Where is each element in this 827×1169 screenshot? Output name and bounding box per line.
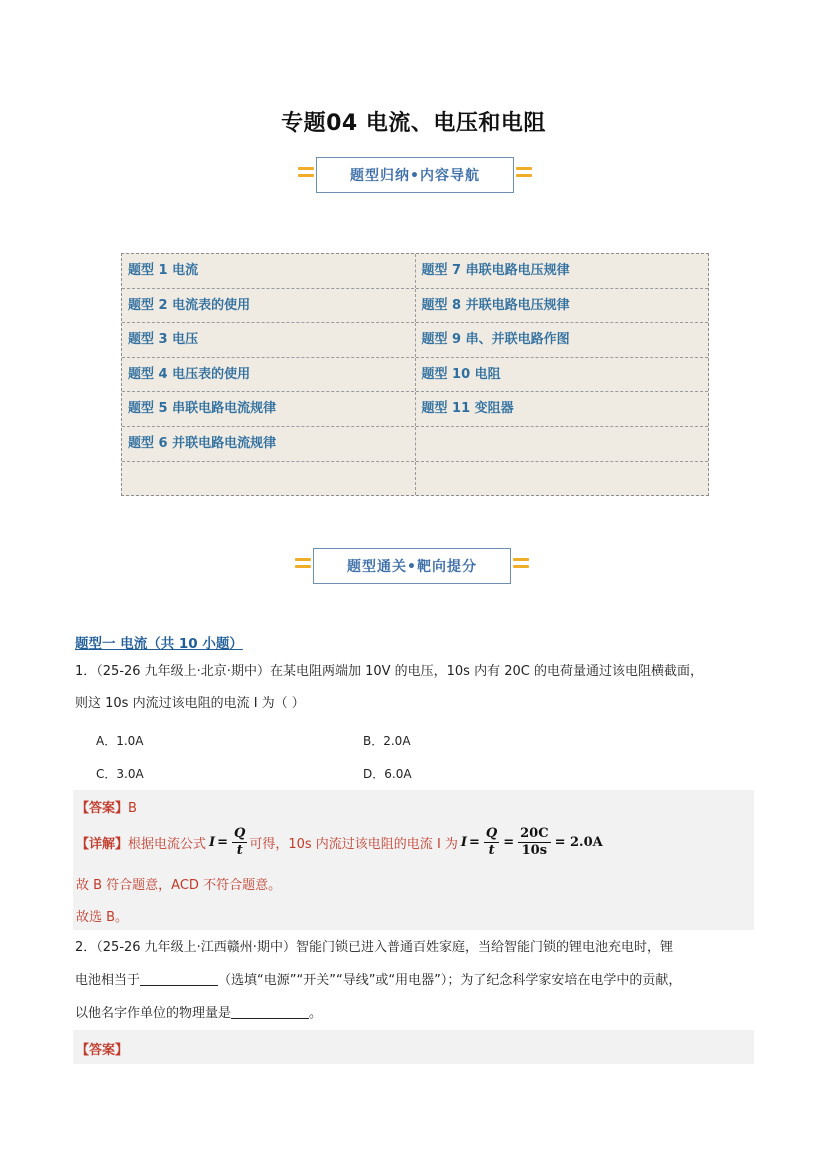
nav-cell[interactable]: 题型 11 变阻器 — [415, 392, 709, 426]
banner-right-mark-icon — [513, 558, 529, 574]
formula-i-symbol: I — [209, 835, 216, 850]
question-2-text-c: 以他名字作单位的物理量是 — [75, 1006, 232, 1021]
formula-numerator-q: Q — [234, 826, 246, 841]
option-c: C．3.0A — [96, 767, 144, 781]
nav-cell[interactable]: 题型 9 串、并联电路作图 — [415, 323, 709, 357]
question-2-line-2 — [75, 971, 681, 991]
nav-row — [122, 462, 708, 496]
nav-cell[interactable]: 题型 3 电压 — [128, 332, 199, 348]
formula-i-symbol: I — [460, 835, 467, 850]
detail-row — [76, 826, 603, 859]
answer-block-1 — [73, 790, 754, 930]
answer-blank-2[interactable] — [231, 1004, 309, 1019]
question-2-text-d: 。 — [309, 1006, 323, 1021]
answer-block-2 — [73, 1030, 754, 1064]
navigation-banner — [306, 157, 524, 193]
formula-q-over-t — [232, 826, 247, 859]
nav-cell[interactable]: 题型 7 串联电路电压规律 — [415, 254, 709, 288]
banner-label: 题型归纳•内容导航 — [350, 168, 480, 184]
nav-row — [122, 427, 708, 462]
detail-text-pre: 根据电流公式 — [128, 837, 207, 852]
question-1-line-2: 则这 10s 内流过该电阻的电流 I 为（ ） — [75, 696, 305, 711]
formula-denominator-t: t — [236, 843, 243, 858]
topic-nav-table — [121, 253, 709, 496]
nav-row — [122, 358, 708, 393]
nav-cell[interactable]: 题型 4 电压表的使用 — [128, 366, 251, 382]
section-heading: 题型一 电流（共 10 小题） — [75, 636, 243, 652]
page-title: 专题04 电流、电压和电阻 — [281, 111, 546, 136]
banner-label: 题型通关•靶向提分 — [347, 559, 477, 575]
formula-denominator-value: 10s — [521, 843, 548, 858]
formula-denominator-t: t — [488, 843, 495, 858]
nav-row — [122, 323, 708, 358]
nav-cell[interactable]: 题型 1 电流 — [128, 263, 199, 278]
question-2-line-1: 2．（25-26 九年级上·江西赣州·期中）智能门锁已进入普通百姓家庭，当给智能门锁的锂电池充电时，锂 — [75, 940, 673, 955]
option-d: D．6.0A — [363, 767, 412, 781]
formula-numerator-value: 20C — [520, 826, 549, 841]
nav-cell[interactable]: 题型 2 电流表的使用 — [128, 297, 251, 313]
answer-label: 【答案】 — [76, 801, 129, 816]
nav-row — [122, 254, 708, 289]
detail-text-mid: 可得，10s 内流过该电阻的电流 I 为 — [249, 837, 458, 852]
answer-blank-1[interactable] — [140, 971, 218, 986]
nav-cell — [415, 462, 709, 496]
answer-value: B — [128, 801, 137, 816]
practice-banner — [303, 548, 521, 584]
answer-label-2: 【答案】 — [76, 1043, 129, 1058]
formula-equals: = — [469, 835, 480, 850]
answer-row-1 — [76, 797, 137, 816]
nav-cell[interactable]: 题型 10 电阻 — [415, 358, 709, 392]
question-1-line-1: 1．（25-26 九年级上·北京·期中）在某电阻两端加 10V 的电压，10s 内有 20C 的电荷量通过该电阻横截面， — [75, 664, 703, 679]
nav-row — [122, 289, 708, 324]
question-2-text-b: （选填“电源”“开关”“导线”或“用电器”）；为了纪念科学家安培在电学中的贡献， — [218, 973, 682, 988]
formula-numerator-q: Q — [485, 826, 498, 841]
question-2-line-3 — [75, 1004, 322, 1024]
formula-result: = 2.0A — [554, 835, 603, 850]
option-a: A．1.0A — [96, 734, 144, 748]
nav-cell — [415, 427, 709, 461]
formula-value-fraction — [518, 826, 550, 859]
banner-right-mark-icon — [516, 167, 532, 183]
detail-label: 【详解】 — [76, 837, 129, 852]
detail-line-3: 故 B 符合题意，ACD 不符合题意。 — [76, 878, 282, 893]
formula-q-over-t — [484, 826, 499, 859]
question-2-text-a: 电池相当于 — [75, 973, 141, 988]
nav-row — [122, 392, 708, 427]
nav-cell — [122, 462, 415, 496]
formula-equals: = — [217, 835, 229, 850]
nav-cell[interactable]: 题型 8 并联电路电压规律 — [415, 289, 709, 323]
nav-cell[interactable]: 题型 6 并联电路电流规律 — [128, 435, 277, 451]
detail-line-4: 故选 B。 — [76, 910, 129, 925]
formula-equals: = — [503, 835, 515, 850]
option-b: B．2.0A — [363, 734, 411, 748]
nav-cell[interactable]: 题型 5 串联电路电流规律 — [128, 401, 277, 417]
